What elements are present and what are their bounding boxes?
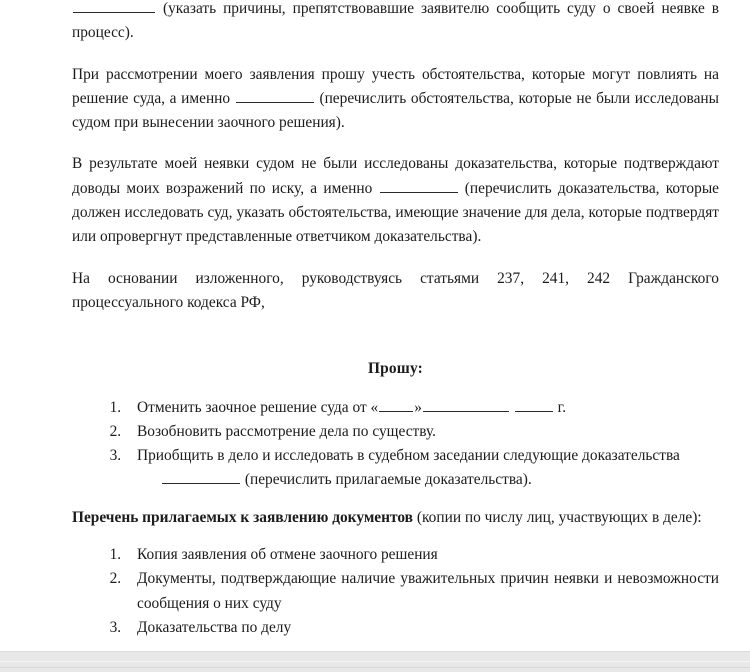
paragraph-evidence (72, 152, 719, 249)
attachment-item-1-text: Копия заявления об отмене заочного решения (137, 546, 438, 564)
attachment-item-2-text: Документы, подтверждающие наличие уважительных причин неявки и невозможности сообщения о них суду (137, 570, 719, 612)
fill-in-blank[interactable] (380, 179, 458, 193)
attachment-item-3-text: Доказательства по делу (137, 618, 292, 636)
request-item-1-text-after: г. (557, 398, 567, 416)
spacer (72, 332, 719, 357)
fill-in-blank-month[interactable] (423, 398, 509, 412)
request-item-2-text: Возобновить рассмотрение дела по существу. (137, 422, 437, 440)
paragraph-legal-basis-text: На основании изложенного, руководствуясь статьями 237, 241, 242 Гражданского процессуального кодекса РФ, (72, 269, 719, 311)
request-item-1-text-before: Отменить заочное решение суда от « (137, 398, 379, 416)
paragraph-evidence-text-before: В результате моей неявки судом не были исследованы доказательства, которые подтверждают доводы моих возражений по иску, а именно (72, 155, 719, 197)
paragraph-circumstances (72, 63, 719, 136)
attachments-heading-bold: Перечень прилагаемых к заявлению документов (72, 508, 413, 526)
paragraph-circumstances-text-after: (перечислить обстоятельства, которые не были исследованы судом при вынесении заочного решения). (72, 89, 720, 132)
spacer (72, 493, 719, 506)
list-item (125, 567, 719, 616)
fill-in-blank-day[interactable] (379, 398, 413, 412)
fill-in-blank[interactable] (162, 470, 240, 484)
attachments-heading (72, 506, 719, 530)
attachments-heading-rest: (копии по числу лиц, участвующих в деле): (412, 508, 702, 526)
paragraph-evidence-text-after: (перечислить доказательства, которые должен исследовать суд, указать обстоятельства, имеющие значение для дела, которые подтвердят или опровергнут представленные ответчиком доказательства). (72, 179, 719, 246)
band-highlight (0, 661, 750, 662)
fill-in-blank-year[interactable] (515, 398, 553, 412)
paragraph-legal-basis (72, 267, 719, 316)
request-item-1-text-middle: » (414, 398, 422, 416)
request-heading: Прошу: (367, 360, 424, 378)
fill-in-blank[interactable] (73, 0, 155, 13)
attachments-list (72, 543, 719, 640)
paragraph-reasons-text: (указать причины, препятствовавшие заявителю сообщить суду о своей неявке в процесс). (72, 0, 719, 42)
list-item (125, 420, 719, 444)
request-item-3-text-after: (перечислить прилагаемые доказательства). (244, 471, 532, 489)
list-item (125, 444, 719, 493)
request-item-3-text-before: Приобщить в дело и исследовать в судебном заседании следующие доказательства (137, 447, 680, 465)
spacer (72, 382, 719, 396)
request-list (72, 396, 719, 493)
paragraph-reasons (72, 0, 719, 46)
list-item (125, 396, 719, 420)
document-body (72, 0, 719, 640)
list-item (125, 543, 719, 567)
band-shadow (0, 667, 750, 668)
fill-in-blank[interactable] (236, 89, 314, 103)
spacer (72, 530, 719, 543)
paragraph-circumstances-text-before: При рассмотрении моего заявления прошу учесть обстоятельства, которые могут повлиять на решение суда, а именно (72, 65, 719, 107)
bottom-scroll-band[interactable] (0, 651, 750, 672)
list-item (125, 616, 719, 640)
